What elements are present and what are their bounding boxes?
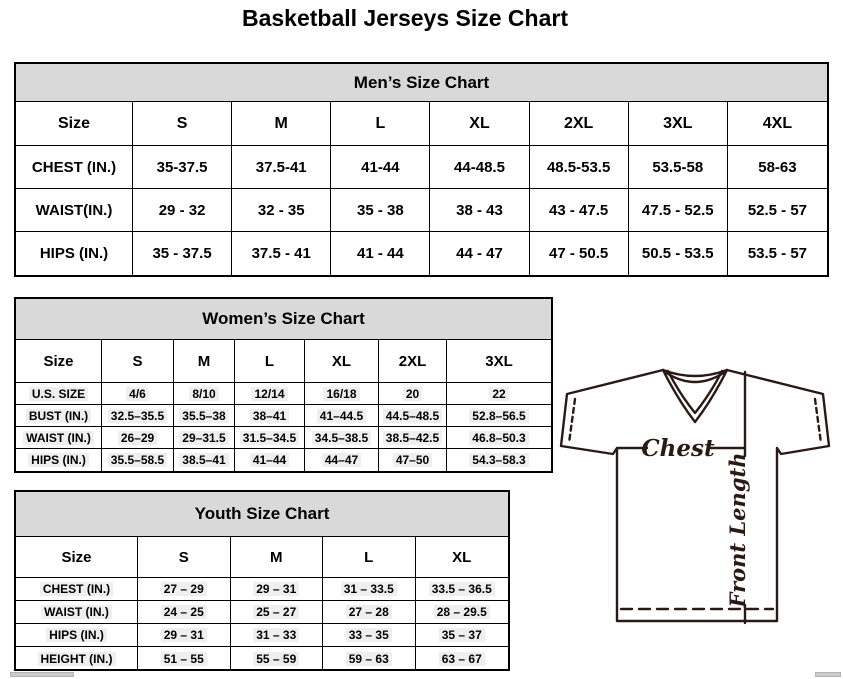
men-value-cell: 53.5-58 bbox=[629, 146, 728, 189]
women-value-cell: 22 bbox=[447, 383, 551, 405]
women-row-label-cell: HIPS (IN.) bbox=[16, 449, 102, 471]
men-table-row bbox=[16, 232, 827, 275]
youth-table-row bbox=[16, 647, 508, 670]
men-value-cell: 47.5 - 52.5 bbox=[629, 189, 728, 232]
women-value-cell: 26–29 bbox=[102, 427, 174, 449]
scrollbar-fragment-left[interactable] bbox=[10, 672, 74, 677]
youth-value-cell: 25 – 27 bbox=[231, 601, 324, 624]
right-cuff-dash bbox=[815, 399, 821, 443]
women-value-cell: 38–41 bbox=[235, 405, 305, 427]
youth-value-cell: 24 – 25 bbox=[138, 601, 231, 624]
men-value-cell: XL bbox=[430, 102, 529, 146]
men-value-cell: 4XL bbox=[728, 102, 827, 146]
women-table-row bbox=[16, 405, 551, 427]
women-value-cell: 3XL bbox=[447, 340, 551, 383]
youth-value-cell: 51 – 55 bbox=[138, 647, 231, 670]
chest-label: Chest bbox=[641, 435, 715, 462]
men-value-cell: 35 - 37.5 bbox=[133, 232, 232, 275]
youth-value-cell: 33 – 35 bbox=[323, 624, 416, 647]
women-value-cell: S bbox=[102, 340, 174, 383]
youth-value-cell: M bbox=[231, 537, 324, 578]
men-value-cell: 37.5-41 bbox=[232, 146, 331, 189]
men-table-row bbox=[16, 146, 827, 189]
youth-value-cell: 31 – 33 bbox=[231, 624, 324, 647]
front-length-label: Front Length bbox=[725, 452, 750, 608]
men-value-cell: 41 - 44 bbox=[331, 232, 430, 275]
men-table-row bbox=[16, 102, 827, 146]
youth-value-cell: XL bbox=[416, 537, 509, 578]
men-value-cell: 58-63 bbox=[728, 146, 827, 189]
jersey-measurement-diagram bbox=[557, 364, 833, 656]
youth-value-cell: 63 – 67 bbox=[416, 647, 509, 670]
men-row-label-cell: Size bbox=[16, 102, 133, 146]
page-title: Basketball Jerseys Size Chart bbox=[241, 5, 568, 31]
mens-size-chart-table bbox=[14, 62, 829, 277]
youth-row-label-cell: WAIST (IN.) bbox=[16, 601, 138, 624]
women-value-cell: 31.5–34.5 bbox=[235, 427, 305, 449]
youth-value-cell: S bbox=[138, 537, 231, 578]
women-value-cell: XL bbox=[305, 340, 379, 383]
men-value-cell: 2XL bbox=[530, 102, 629, 146]
youth-table-row bbox=[16, 601, 508, 624]
women-row-label-cell: U.S. SIZE bbox=[16, 383, 102, 405]
men-value-cell: 44-48.5 bbox=[430, 146, 529, 189]
men-value-cell: 3XL bbox=[629, 102, 728, 146]
youth-value-cell: 28 – 29.5 bbox=[416, 601, 509, 624]
youth-table-row bbox=[16, 578, 508, 601]
men-value-cell: 50.5 - 53.5 bbox=[629, 232, 728, 275]
youth-row-label-cell: Size bbox=[16, 537, 138, 578]
women-value-cell: 35.5–58.5 bbox=[102, 449, 174, 471]
women-value-cell: 44.5–48.5 bbox=[379, 405, 447, 427]
youth-value-cell: 29 – 31 bbox=[138, 624, 231, 647]
women-row-label-cell: WAIST (IN.) bbox=[16, 427, 102, 449]
jersey-outline-icon bbox=[557, 364, 833, 656]
youth-value-cell: 27 – 28 bbox=[323, 601, 416, 624]
men-value-cell: S bbox=[133, 102, 232, 146]
women-value-cell: 12/14 bbox=[235, 383, 305, 405]
men-value-cell: L bbox=[331, 102, 430, 146]
women-value-cell: 44–47 bbox=[305, 449, 379, 471]
youth-value-cell: 27 – 29 bbox=[138, 578, 231, 601]
women-value-cell: 20 bbox=[379, 383, 447, 405]
youth-table-body bbox=[16, 537, 508, 670]
women-table-row bbox=[16, 383, 551, 405]
youth-row-label-cell: HEIGHT (IN.) bbox=[16, 647, 138, 670]
women-value-cell: 41–44.5 bbox=[305, 405, 379, 427]
men-value-cell: 38 - 43 bbox=[430, 189, 529, 232]
youth-row-label-cell: HIPS (IN.) bbox=[16, 624, 138, 647]
women-value-cell: 29–31.5 bbox=[174, 427, 235, 449]
men-value-cell: 29 - 32 bbox=[133, 189, 232, 232]
men-row-label-cell: CHEST (IN.) bbox=[16, 146, 133, 189]
youth-table-title: Youth Size Chart bbox=[16, 492, 508, 537]
youth-value-cell: 33.5 – 36.5 bbox=[416, 578, 509, 601]
women-value-cell: 4/6 bbox=[102, 383, 174, 405]
men-value-cell: 37.5 - 41 bbox=[232, 232, 331, 275]
men-value-cell: 41-44 bbox=[331, 146, 430, 189]
men-table-row bbox=[16, 189, 827, 232]
men-value-cell: M bbox=[232, 102, 331, 146]
women-value-cell: 35.5–38 bbox=[174, 405, 235, 427]
womens-table-title: Women’s Size Chart bbox=[16, 299, 551, 340]
youth-value-cell: L bbox=[323, 537, 416, 578]
women-value-cell: L bbox=[235, 340, 305, 383]
men-row-label-cell: HIPS (IN.) bbox=[16, 232, 133, 275]
womens-table-body bbox=[16, 340, 551, 471]
youth-size-chart-table bbox=[14, 490, 510, 671]
left-cuff-dash bbox=[569, 399, 575, 443]
women-value-cell: 8/10 bbox=[174, 383, 235, 405]
women-value-cell: 47–50 bbox=[379, 449, 447, 471]
women-value-cell: 52.8–56.5 bbox=[447, 405, 551, 427]
youth-value-cell: 59 – 63 bbox=[323, 647, 416, 670]
men-value-cell: 53.5 - 57 bbox=[747, 245, 808, 262]
scrollbar-fragment-right[interactable] bbox=[815, 672, 841, 677]
men-value-cell: 47 - 50.5 bbox=[530, 232, 629, 275]
women-value-cell: 34.5–38.5 bbox=[305, 427, 379, 449]
women-value-cell: M bbox=[174, 340, 235, 383]
women-value-cell: 54.3–58.3 bbox=[447, 449, 551, 471]
men-row-label-cell: WAIST(IN.) bbox=[16, 189, 133, 232]
women-table-row bbox=[16, 449, 551, 471]
women-value-cell: 16/18 bbox=[305, 383, 379, 405]
youth-value-cell: 29 – 31 bbox=[231, 578, 324, 601]
youth-value-cell: 55 – 59 bbox=[231, 647, 324, 670]
women-table-row bbox=[16, 340, 551, 383]
men-value-cell: 52.5 - 57 bbox=[728, 189, 827, 232]
women-table-row bbox=[16, 427, 551, 449]
women-value-cell: 38.5–42.5 bbox=[379, 427, 447, 449]
youth-value-cell: 35 – 37 bbox=[416, 624, 509, 647]
youth-row-label-cell: CHEST (IN.) bbox=[16, 578, 138, 601]
women-value-cell: 46.8–50.3 bbox=[447, 427, 551, 449]
womens-size-chart-table bbox=[14, 297, 553, 473]
women-value-cell: 41–44 bbox=[235, 449, 305, 471]
women-row-label-cell: BUST (IN.) bbox=[16, 405, 102, 427]
youth-table-row bbox=[16, 624, 508, 647]
women-row-label-cell: Size bbox=[16, 340, 102, 383]
youth-table-row bbox=[16, 537, 508, 578]
men-value-cell: 43 - 47.5 bbox=[530, 189, 629, 232]
men-value-cell: 44 - 47 bbox=[430, 232, 529, 275]
women-value-cell: 2XL bbox=[379, 340, 447, 383]
men-value-cell: 35-37.5 bbox=[133, 146, 232, 189]
men-value-cell: 48.5-53.5 bbox=[530, 146, 629, 189]
women-value-cell: 38.5–41 bbox=[174, 449, 235, 471]
men-value-cell: 32 - 35 bbox=[232, 189, 331, 232]
mens-table-title: Men’s Size Chart bbox=[16, 64, 827, 102]
youth-value-cell: 31 – 33.5 bbox=[323, 578, 416, 601]
men-value-cell: 35 - 38 bbox=[331, 189, 430, 232]
mens-table-body bbox=[16, 102, 827, 275]
shirt-body-outline bbox=[561, 370, 829, 621]
women-value-cell: 32.5–35.5 bbox=[102, 405, 174, 427]
